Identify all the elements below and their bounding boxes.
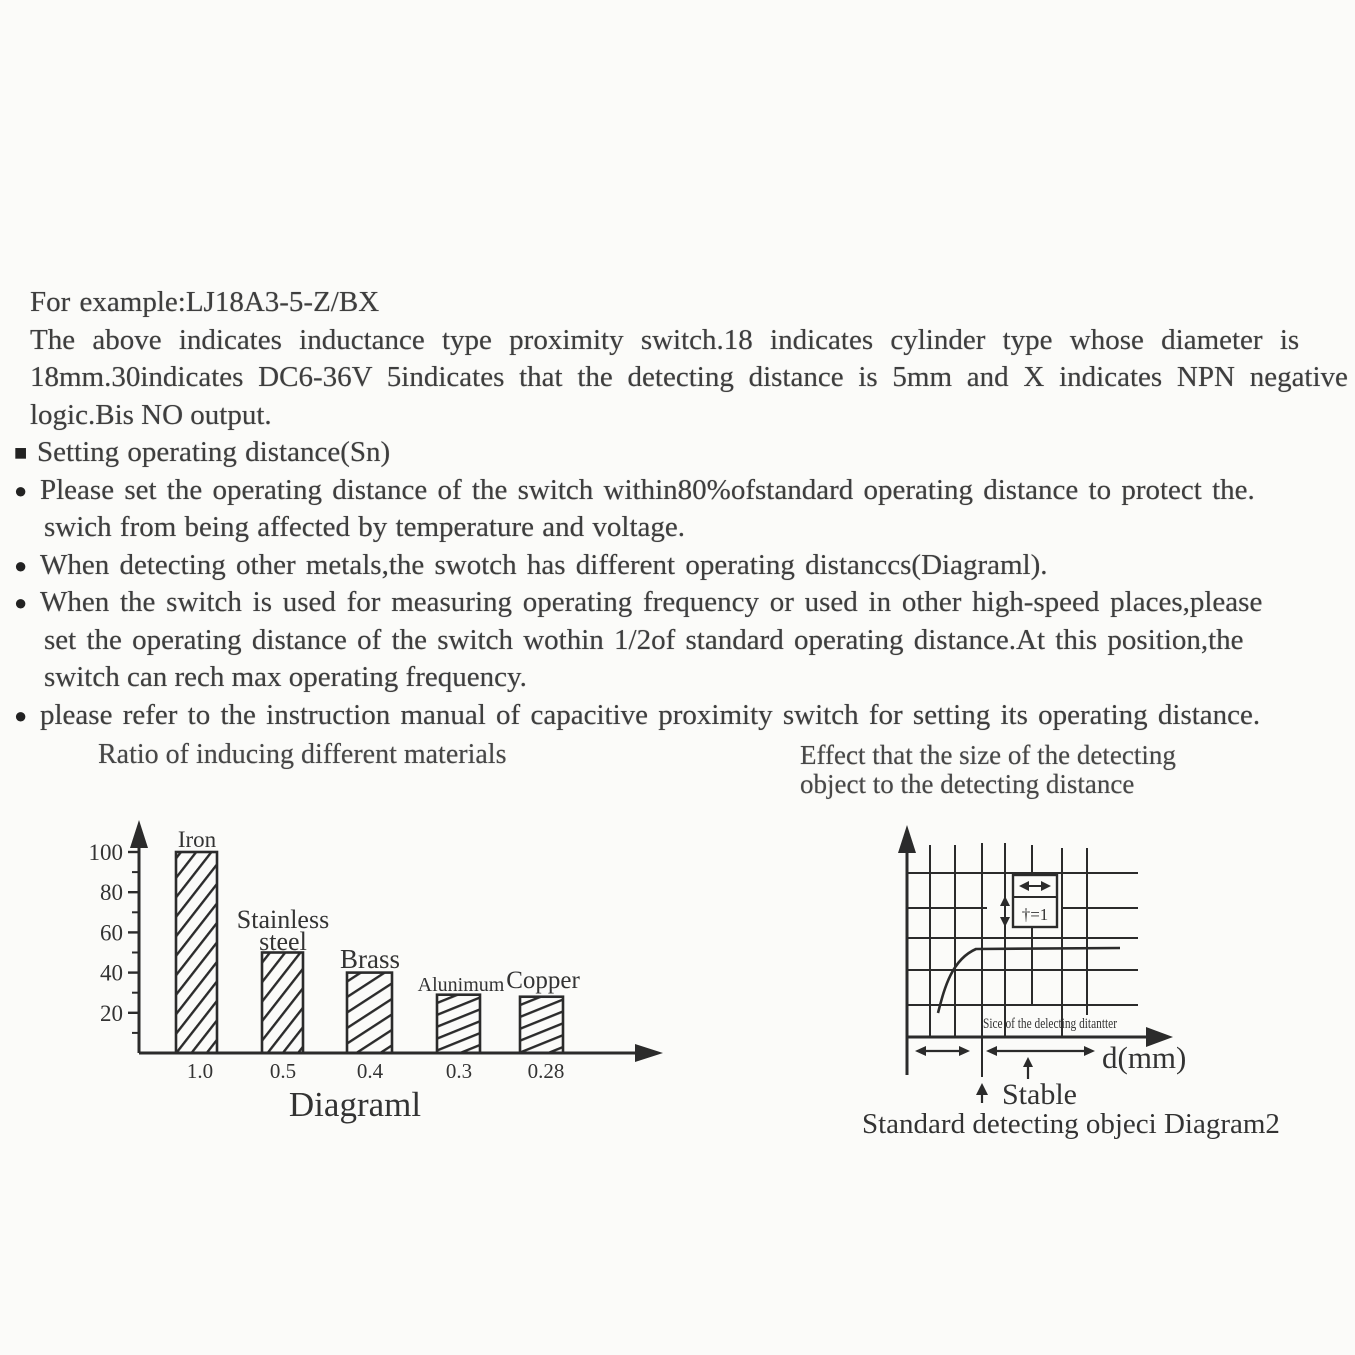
bar-stainless-steel (262, 953, 303, 1054)
y-axis-arrow-icon (898, 825, 916, 853)
body-line (0, 359, 1355, 397)
diagram1-title: Ratio of inducing different materials (98, 739, 507, 770)
section-square-icon: ■ (14, 440, 28, 465)
bar-alunimum (437, 995, 480, 1053)
bullet-icon: ● (14, 477, 28, 503)
bar-label: steel (259, 927, 307, 956)
x-axis-arrow-icon (635, 1044, 663, 1062)
arrowhead-up-icon (976, 1083, 988, 1095)
x-axis-label: d(mm) (1102, 1040, 1187, 1075)
bullet-icon: ● (14, 702, 28, 728)
body-line-text: Please set the operating distance of the switch within80%ofstandard operating distance to protect the. (40, 473, 1255, 506)
body-line-text: logic.Bis NO output. (30, 398, 272, 431)
diagram2-caption: Standard detecting objeci Diagram2 (862, 1108, 1280, 1140)
bar-label: Stainless (236, 905, 330, 934)
arrowhead-right-icon (1084, 1046, 1095, 1056)
diagram1-bar-chart (60, 810, 700, 1145)
body-line-text: For example:LJ18A3-5-Z/BX (30, 286, 380, 318)
body-line-text: Setting operating distance(Sn) (37, 436, 391, 468)
body-line (0, 697, 1355, 735)
y-axis-arrow-icon (130, 820, 148, 848)
body-line (0, 622, 1355, 660)
bar-label: Brass (340, 944, 400, 974)
x-tick-label: 0.5 (269, 1059, 297, 1083)
diagram2-title-line1: Effect that the size of the detecting (800, 740, 1176, 770)
bullet-icon: ● (14, 552, 28, 578)
bar-label: Copper (506, 967, 580, 994)
diagram1-caption: Diagraml (288, 1085, 422, 1124)
body-line (0, 322, 1355, 360)
arrowhead-left-icon (986, 1046, 997, 1056)
body-line (0, 547, 1355, 585)
x-tick-label: 1.0 (186, 1059, 214, 1083)
t1-label: †=1 (1021, 905, 1049, 924)
y-tick-label: 40 (100, 960, 123, 986)
size-note-label: Sice of the delecting ditantter (983, 1016, 1117, 1032)
arrowhead-up-icon (1000, 896, 1010, 906)
body-line-text: The above indicates inductance type proximity switch.18 indicates cylinder type whose diameter is (30, 323, 1300, 356)
bar-copper (520, 997, 563, 1053)
response-curve (938, 948, 1120, 1013)
body-line (0, 434, 1355, 472)
body-line-text: switch can rech max operating frequency. (44, 661, 527, 693)
diagram2-title-line2: object to the detecting distance (800, 769, 1135, 799)
stable-label: Stable (1002, 1078, 1077, 1111)
body-line (0, 509, 1355, 547)
body-line (0, 284, 1355, 322)
body-line-text: set the operating distance of the switch wothin 1/2of standard operating distance.At this position,the (44, 623, 1244, 656)
body-line-text: When detecting other metals,the swotch has different operating distanccs(Diagraml). (40, 548, 1048, 581)
body-text-block (0, 284, 1355, 734)
body-line (0, 397, 1355, 435)
arrowhead-left-icon (915, 1046, 926, 1056)
body-line (0, 472, 1355, 510)
y-tick-label: 20 (100, 1000, 123, 1026)
y-tick-label: 80 (100, 880, 123, 906)
arrowhead-down-icon (1000, 917, 1010, 927)
bar-label: Iron (177, 827, 217, 852)
x-tick-label: 0.4 (356, 1059, 384, 1083)
body-line-text: swich from being affected by temperature and voltage. (44, 511, 685, 543)
x-tick-label: 0.28 (527, 1059, 565, 1083)
x-tick-label: 0.3 (445, 1059, 473, 1083)
y-tick-label: 60 (100, 920, 123, 946)
bullet-icon: ● (14, 590, 28, 615)
diagram2-line-chart (780, 805, 1280, 1150)
body-line-text: 18mm.30indicates DC6-36V 5indicates that the detecting distance is 5mm and X indicates NPN negative (30, 361, 1348, 393)
bar-iron (176, 852, 217, 1053)
arrowhead-right-icon (959, 1046, 970, 1056)
arrowhead-up-icon (1023, 1057, 1033, 1067)
y-tick-label: 100 (88, 840, 123, 865)
bar-label: Alunimum (417, 974, 505, 996)
body-line (0, 659, 1355, 697)
bar-brass (347, 973, 392, 1053)
body-line-text: When the switch is used for measuring operating frequency or used in other high-speed places,please (40, 586, 1263, 618)
body-line-text: please refer to the instruction manual of capacitive proximity switch for setting its operating distance. (40, 698, 1261, 731)
body-line (0, 584, 1355, 622)
